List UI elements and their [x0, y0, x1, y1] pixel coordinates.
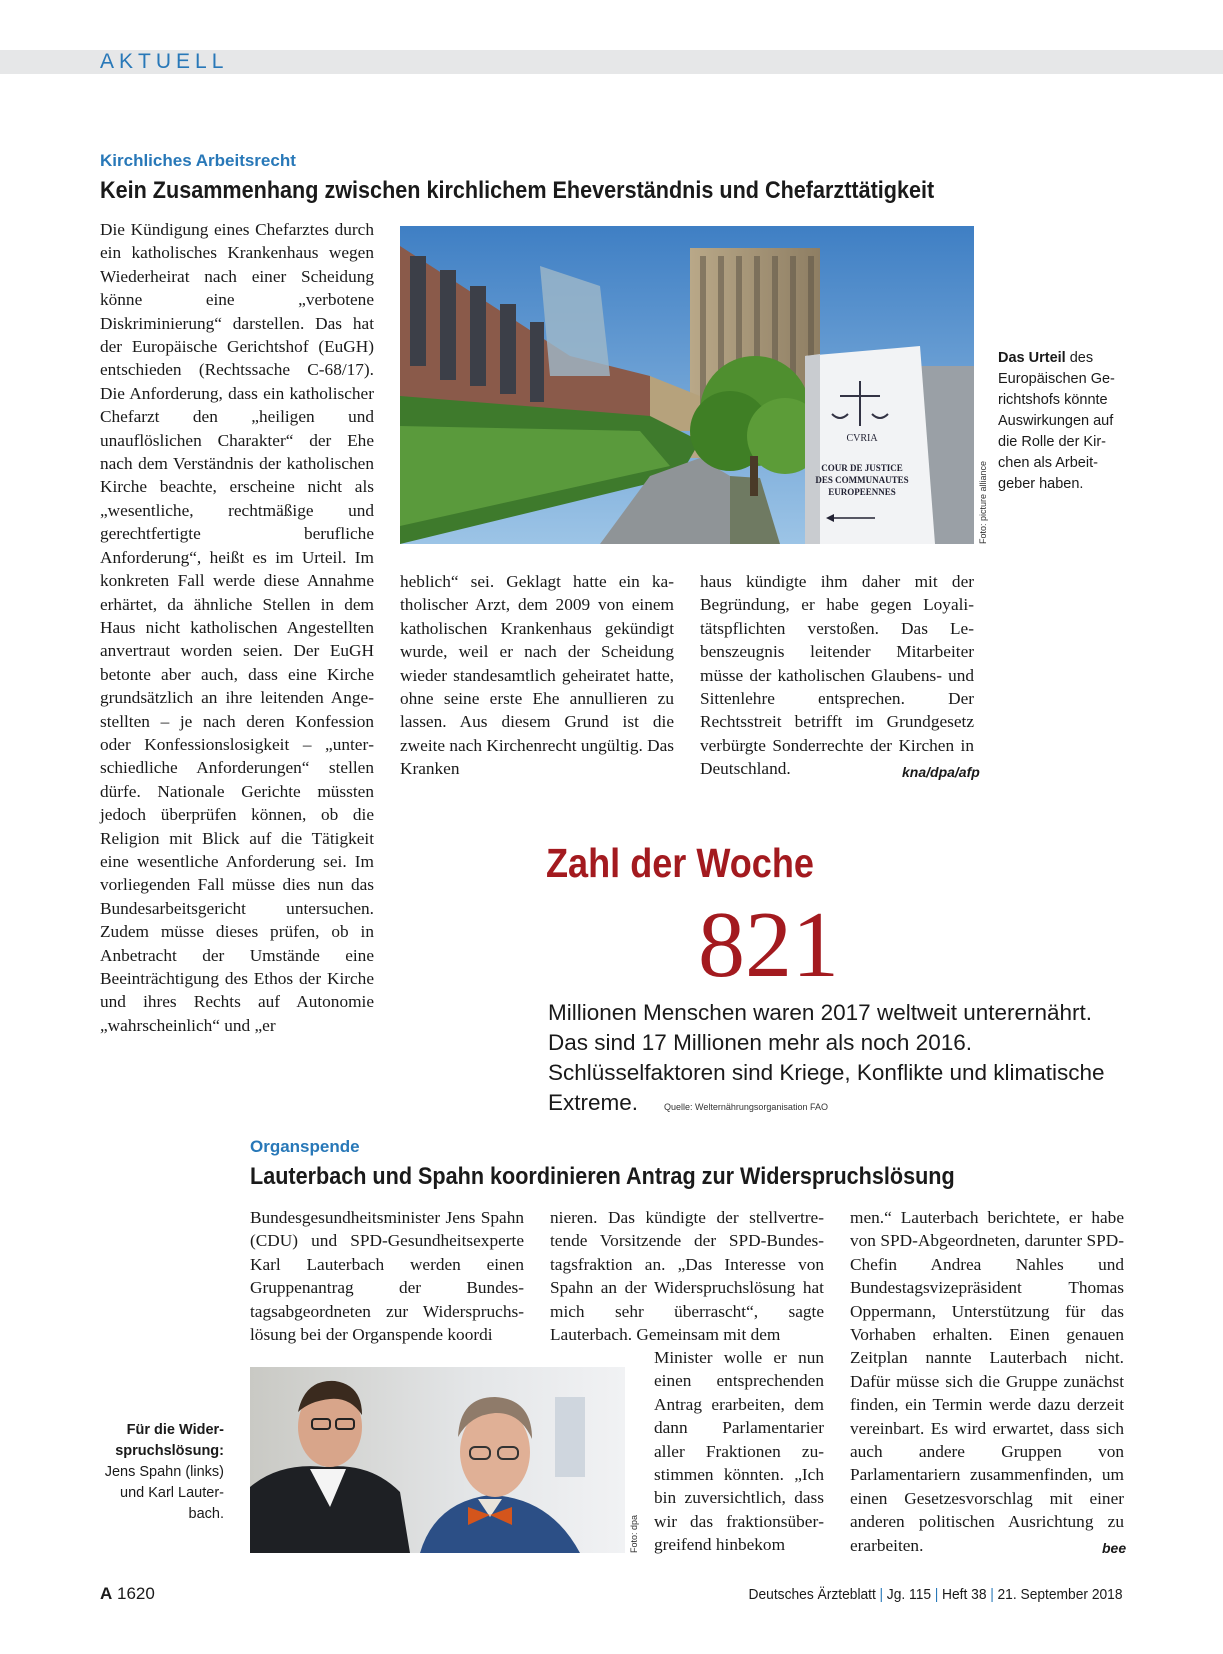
- article2-caption-bold: Für die Widerspruchslösung:: [115, 1422, 224, 1459]
- article1-column-3: [700, 570, 974, 781]
- article2-column-2-bottom-text: Minister wolle er nun einen entsprechenden Antrag erarbeiten, dem dann Parlamentarier aller Fraktionen zustimmen könnten. „Ich bin zuversichtlich, dass wir das fraktionsübergreifend hinbekom: [654, 1348, 824, 1555]
- sign-text-line-2: DES COMMUNAUTES: [815, 475, 909, 485]
- article1-column-2: [400, 570, 674, 781]
- footer-journal: Deutsches Ärzteblatt: [748, 1586, 877, 1603]
- court-photo: [400, 226, 974, 544]
- footer-divider: |: [935, 1586, 939, 1603]
- footer-divider: |: [880, 1586, 884, 1603]
- article1-caption-text: des Europäischen Gerichtshofs könnte Auswirkungen auf die Rolle der Kirchen als Arbeitgeber haben.: [998, 350, 1115, 492]
- footer-volume: Jg. 115: [887, 1586, 932, 1603]
- article1-headline: Kein Zusammenhang zwischen kirchlichem Eheverständnis und Chefarzttätigkeit: [100, 177, 935, 204]
- footer-journal-info: [749, 1586, 1123, 1603]
- page-prefix: A: [100, 1584, 113, 1603]
- page-number-value: 1620: [117, 1584, 155, 1603]
- article1-photo-credit: Foto: picture alliance: [978, 460, 988, 544]
- article1-column-1: [100, 218, 374, 1037]
- article2-column-3-text: men.“ Lauterbach berichtete, er habe von SPD-Abgeordneten, darunter SPD-Chefin Andrea Nahles und Bundestagsvizepräsident Thomas Oppermann, Unterstützung für das Vorhaben erhalten. Einen genauen Zeitplan nannte Lauterbach nicht. Dafür müsse sich die Gruppe zunächst finden, ein Termin werde dazu derzeit vereinbart. Es wird erwartet, dass sich auch andere Gruppen von Parlamentariern zusammenfinden, um einen Gesetzesvorschlag mit einer anderen politischen Ausrichtung zu erarbeiten.: [850, 1208, 1124, 1555]
- article2-column-2-top-text: nieren. Das kündigte der stellvertretende Vorsitzende der SPD-Bundestagsfraktion an. „Das Interesse von Spahn an der Widerspruchslösung hat mich sehr überrascht“, sagte Lauterbach. Gemeinsam mit dem: [550, 1208, 824, 1345]
- article1-column-1-text: Die Kündigung eines Chefarztes durch ein katholisches Krankenhaus wegen Wiederheirat nach einer Scheidung könne eine „verbotene Diskriminierung“ darstellen. Das hat der Europäische Gerichtshof (EuGH) entschieden (Rechtssache C-68/17). Die Anforderung, dass ein katholischer Chefarzt den „heiligen und unauflöslichen Charakter“ der Ehe nach dem Verständnis der katholischen Kirche beachte, erscheine nicht als „wesentliche, rechtmäßige und gerechtfertigte berufliche Anforderung“, heißt es im Urteil. Im konkreten Fall werde diese Annahme erhärtet, da ähnliche Stellen in dem Haus nicht katholischen Angestellten anvertraut worden seien. Der EuGH betonte aber auch, dass eine Kirche grundsätzlich an ihre leitenden Angestellten – je nach deren Konfession oder Konfessionslosigkeit – „unterschiedliche Anforderungen“ stellen dürfe. Nationale Gerichte müssten jedoch überprüfen können, ob die Religion mit Blick auf die Tätigkeit eine wesentliche Anforderung sei. Im vorliegenden Fall müsse dies nun das Bundesarbeitsgericht untersuchen. Zudem müsse dieses prüfen, ob in Anbetracht der Umstände eine Beeinträchtigung des Ethos der Kirche und ihres Rechts auf Autonomie „wahrscheinlich“ und „er: [100, 220, 374, 1035]
- article2-caption: [100, 1420, 224, 1525]
- article2-caption-text: Jens Spahn (links) und Karl Lauterbach.: [104, 1464, 224, 1522]
- article2-column-3: [850, 1206, 1127, 1557]
- sign-text-line-1: COUR DE JUSTICE: [821, 463, 903, 473]
- spahn-lauterbach-photo: [250, 1367, 625, 1553]
- zahl-der-woche-number: 821: [698, 893, 839, 997]
- court-photo-illustration: [400, 226, 974, 544]
- spahn-lauterbach-illustration: [250, 1367, 625, 1553]
- article1-caption-bold: Das Urteil: [998, 350, 1066, 366]
- article2-column-1: [250, 1206, 524, 1346]
- zahl-der-woche-title: Zahl der Woche: [546, 840, 814, 886]
- footer-issue: Heft 38: [942, 1586, 987, 1603]
- article2-photo-credit: Foto: dpa: [629, 1514, 639, 1553]
- article2-column-1-text: Bundesgesundheitsminister Jens Spahn (CDU) und SPD-Gesundheitsexperte Karl Lauterbach werden einen Gruppenantrag der Bundestagsabgeordneten zur Widerspruchslösung bei der Organspende koordi: [250, 1208, 524, 1345]
- footer-divider: |: [990, 1586, 995, 1603]
- zahl-der-woche-text-block: [548, 998, 1108, 1122]
- article1-column-3-text: haus kündigte ihm daher mit der Begründung, er habe gegen Loyalitätspflichten verstoßen. Das Lebenszeugnis leitender Mitarbeiter müsse der katholischen Glaubens- und Sittenlehre entsprechen. Der Rechtsstreit betrifft im Grundgesetz verbürgte Sonderrechte der Kirchen in Deutschland.: [700, 572, 974, 779]
- page-number: [100, 1584, 155, 1604]
- article2-signature: bee: [1102, 1540, 1127, 1556]
- section-label: AKTUELL: [100, 50, 229, 73]
- article1-column-2-text: heblich“ sei. Geklagt hatte ein katholischer Arzt, dem 2009 von einem katholischen Krankenhaus gekündigt wurde, weil er nach der Scheidung wieder standesamtlich geheiratet hatte, ohne seine erste Ehe annullieren zu lassen. Aus diesem Grund ist die zweite nach Kirchenrecht ungültig. Das Kranken: [400, 572, 674, 779]
- article2-kicker: Organspende: [250, 1137, 360, 1156]
- article1-kicker: Kirchliches Arbeitsrecht: [100, 151, 296, 170]
- sign-text-line-3: EUROPEENNES: [828, 487, 896, 497]
- article1-caption: [998, 348, 1118, 495]
- article2-headline: Lauterbach und Spahn koordinieren Antrag zur Widerspruchslösung: [250, 1163, 955, 1190]
- zahl-der-woche-source: Quelle: Welternährungsorganisation FAO: [664, 1102, 828, 1112]
- article2-column-2-top: [550, 1206, 824, 1346]
- zahl-der-woche-text: Millionen Menschen waren 2017 weltweit unterernährt. Das sind 17 Millionen mehr als noch 2016. Schlüsselfaktoren sind Kriege, Konflikte und klimatische Extreme.: [548, 1000, 1105, 1115]
- footer-date: 21. September 2018: [997, 1586, 1123, 1603]
- article2-column-2-bottom: [654, 1346, 824, 1557]
- sign-text-cvria: CVRIA: [846, 433, 878, 444]
- article1-signature: kna/dpa/afp: [902, 764, 980, 780]
